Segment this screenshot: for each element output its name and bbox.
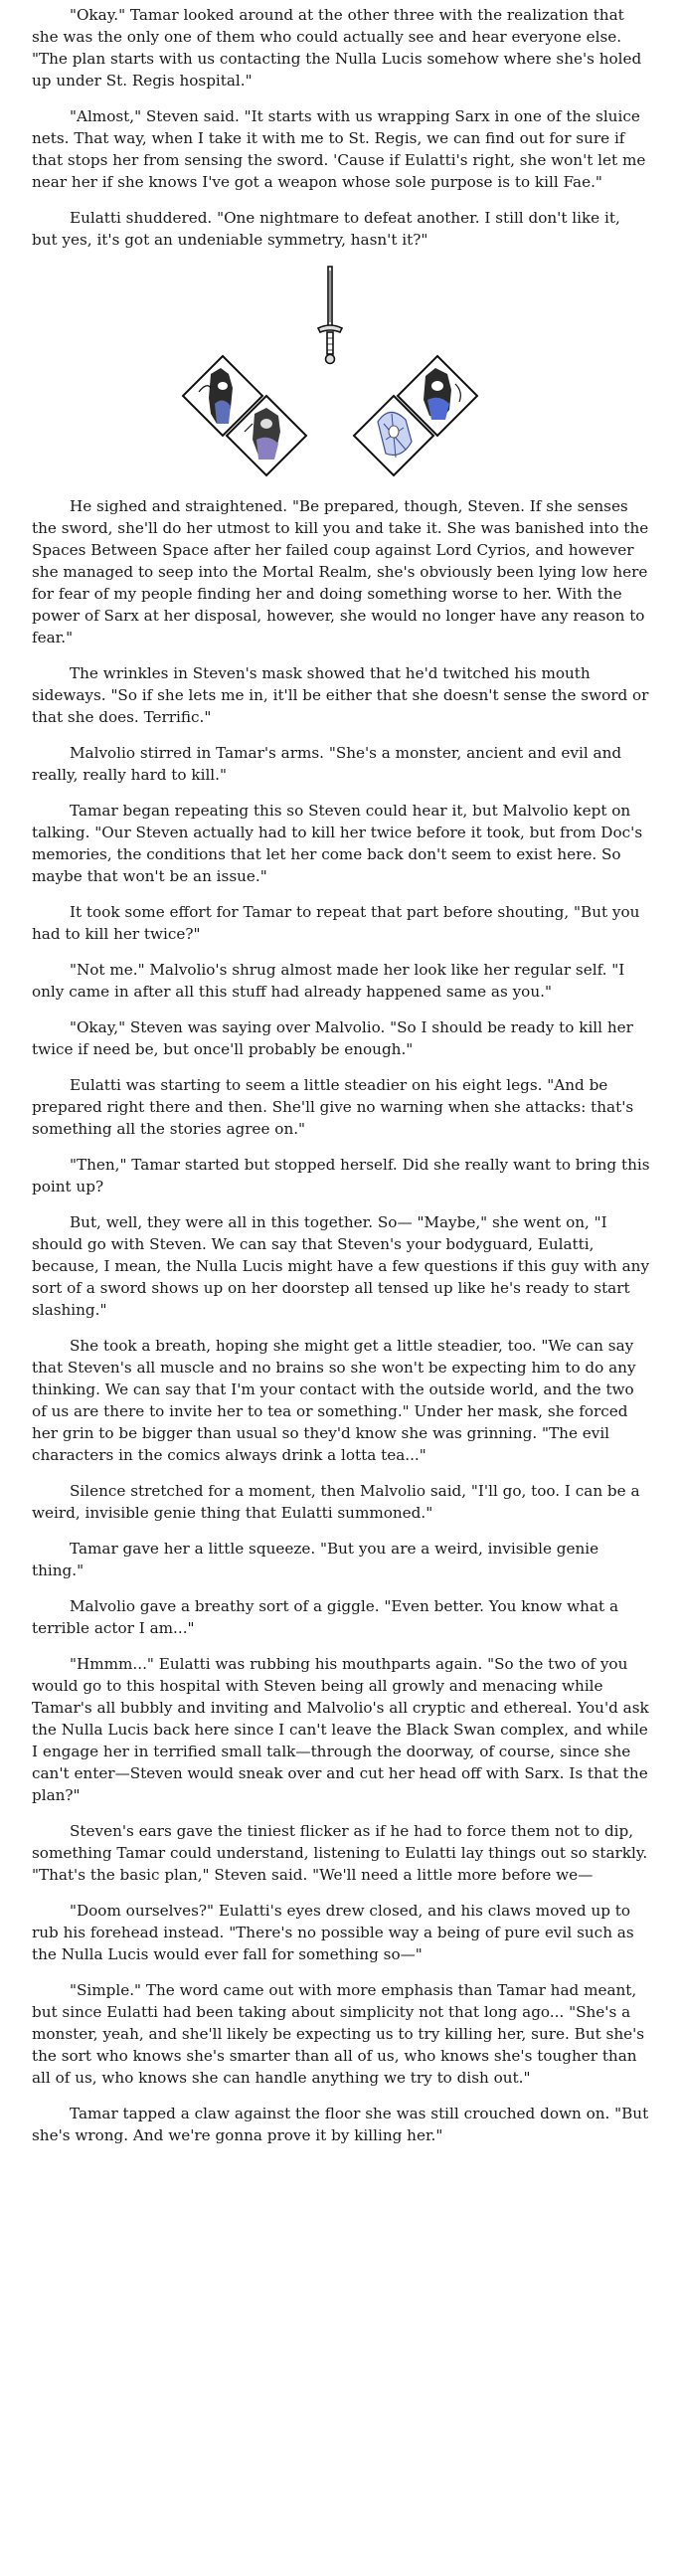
paragraph: "Almost," Steven said. "It starts with us wrapping Sarx in one of the sluice nets. That way, when I take it with me to St. Regis, we can find out for sure if that stops her from sensing the sword. 'Cause if Eulatti's right, she won't let me near her if she knows I've got a weapon whose sole purpose is to kill Fae."	[32, 107, 646, 191]
paragraph: But, well, they were all in this together. So— "Maybe," she went on, "I should go with Steven. We can say that Steven's your bodyguard, Eulatti, because, I mean, the Nulla Lucis might have a few questions if this guy with any sort of a sword shows up on her doorstep all tensed up like he's ready to start slashing."	[32, 1213, 650, 1319]
sword-icon	[318, 267, 342, 364]
paragraph: "Not me." Malvolio's shrug almost made her look like her regular self. "I only came in after all this stuff had already happened same as you."	[32, 961, 625, 1001]
paragraph: "Okay," Steven was saying over Malvolio. "So I should be ready to kill her twice if need be, but once'll probably be enough."	[32, 1018, 633, 1058]
paragraph: "Then," Tamar started but stopped herself. Did she really want to bring this point up?	[32, 1156, 650, 1196]
paragraph: She took a breath, hoping she might get a little steadier, too. "We can say that Steven's all muscle and no brains so she won't be expecting him to do any thinking. We can say that I'm your contact with the outside world, and the two of us are there to invite her to tea or something." Under her mask, she forced her grin to be bigger than usual so they'd know she was grinning. "The evil characters in the comics always drink a lotta tea..."	[32, 1337, 636, 1464]
paragraph: It took some effort for Tamar to repeat that part before shouting, "But you had to kill her twice?"	[32, 903, 640, 943]
paragraph: "Doom ourselves?" Eulatti's eyes drew closed, and his claws moved up to rub his forehead instead. "There's no possible way a being of pure evil such as the Nulla Lucis would ever fall for something so—"	[32, 1902, 634, 1963]
paragraph: Tamar tapped a claw against the floor she was still crouched down on. "But she's wrong. And we're gonna prove it by killing her."	[32, 2105, 649, 2144]
character-panel-illustration	[32, 265, 650, 481]
paragraph: "Okay." Tamar looked around at the other three with the realization that she was the only one of them who could actually see and hear everyone else. "The plan starts with us contacting the Nulla Lucis somehow where she's holed up under St. Regis hospital."	[32, 6, 642, 90]
paragraph: Eulatti was starting to seem a little steadier on his eight legs. "And be prepared right there and then. She'll give no warning when she attacks: that's something all the stories agree on."	[32, 1076, 634, 1138]
sword-and-panels-drawing	[181, 265, 479, 477]
paragraph: "Hmmm..." Eulatti was rubbing his mouthparts again. "So the two of you would go to this hospital with Steven being all growly and menacing while Tamar's all bubbly and inviting and Malvolio's all cryptic and ethereal. You'd ask the Nulla Lucis back here since I can't leave the Black Swan complex, and while I engage her in terrified small talk—through the doorway, of course, since she can't enter—Steven would sneak over and cut her head off with Sarx. Is that the plan?"	[32, 1655, 649, 1804]
paragraph: Eulatti shuddered. "One nightmare to defeat another. I still don't like it, but yes, it's got an undeniable symmetry, hasn't it?"	[32, 209, 620, 249]
paragraph: Malvolio stirred in Tamar's arms. "She's a monster, ancient and evil and really, really hard to kill."	[32, 744, 622, 784]
paragraph: Silence stretched for a moment, then Malvolio said, "I'll go, too. I can be a weird, invisible genie thing that Eulatti summoned."	[32, 1482, 640, 1522]
paragraph: Steven's ears gave the tiniest flicker as if he had to force them not to dip, something Tamar could understand, listening to Eulatti lay things out so starkly. "That's the basic plan," Steven said. "We'll need a little more before we—	[32, 1822, 648, 1884]
paragraph: Malvolio gave a breathy sort of a giggle. "Even better. You know what a terrible actor I am..."	[32, 1597, 619, 1637]
paragraph: The wrinkles in Steven's mask showed that he'd twitched his mouth sideways. "So if she lets me in, it'll be either that she doesn't sense the sword or that she does. Terrific."	[32, 664, 649, 726]
story-text	[32, 4, 650, 2160]
paragraph: He sighed and straightened. "Be prepared, though, Steven. If she senses the sword, she'll do her utmost to kill you and take it. She was banished into the Spaces Between Space after her failed coup against Lord Cyrios, and however she managed to seep into the Mortal Realm, she's obviously been lying low here for fear of my people finding her and doing something worse to her. With the power of Sarx at her disposal, however, she would no longer have any reason to fear."	[32, 497, 649, 646]
paragraph: Tamar gave her a little squeeze. "But you are a weird, invisible genie thing."	[32, 1540, 599, 1579]
paragraph: Tamar began repeating this so Steven could hear it, but Malvolio kept on talking. "Our Steven actually had to kill her twice before it took, but from Doc's memories, the conditions that let her come back don't seem to exist here. So maybe that won't be an issue."	[32, 802, 643, 885]
paragraph: "Simple." The word came out with more emphasis than Tamar had meant, but since Eulatti had been taking about simplicity not that long ago... "She's a monster, yeah, and she'll likely be expecting us to try killing her, sure. But she's the sort who knows she's smarter than all of us, who knows she's tougher than all of us, who knows she can handle anything we try to dish out."	[32, 1981, 645, 2087]
